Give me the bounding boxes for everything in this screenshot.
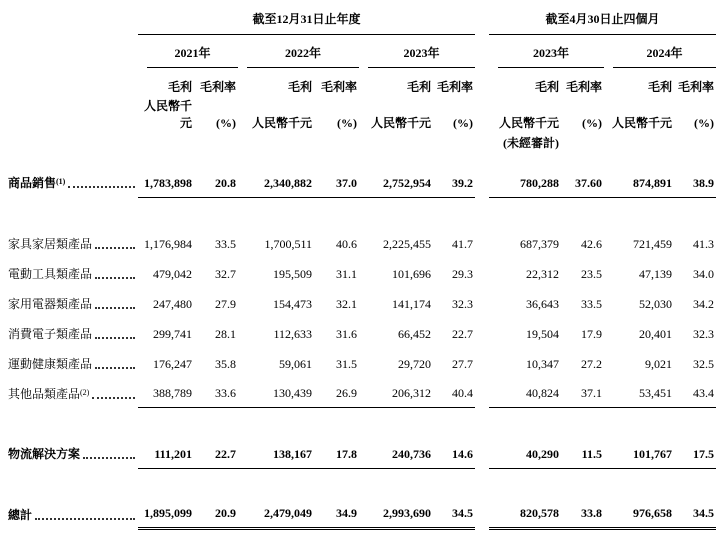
column-gap xyxy=(475,499,489,529)
empty-cell xyxy=(8,97,138,134)
value-cell: 41.3 xyxy=(693,236,715,251)
value-cell: 31.6 xyxy=(336,326,357,341)
unit-percent: (%) xyxy=(337,116,357,130)
value-cell: 31.1 xyxy=(336,266,357,281)
column-gap xyxy=(475,318,489,348)
value-cell: 17.9 xyxy=(581,326,603,341)
row-label-text: 家具家居類產品 xyxy=(8,236,93,251)
empty-cell xyxy=(8,134,138,167)
value-cell: 33.8 xyxy=(561,499,604,529)
value-cell: 59,061 xyxy=(279,356,312,371)
year-header-2023 xyxy=(359,35,475,69)
value-cell: 388,789 xyxy=(138,378,194,408)
spacer-row xyxy=(8,408,716,439)
spacer-cell xyxy=(8,197,716,228)
gross-profit-margin-table xyxy=(8,10,716,530)
value-cell: 2,993,690 xyxy=(359,499,433,529)
row-label xyxy=(8,438,138,468)
row-label xyxy=(8,348,138,378)
value-cell: 101,696 xyxy=(392,266,431,281)
value-cell: 43.4 xyxy=(674,378,716,408)
value-cell: 31.5 xyxy=(336,356,357,371)
value-cell: 28.1 xyxy=(215,326,236,341)
table-body xyxy=(8,167,716,529)
leader-dots xyxy=(95,366,135,369)
col-header-gross-profit: 毛利 xyxy=(406,80,431,94)
leader-dots xyxy=(95,336,135,339)
value-cell: 66,452 xyxy=(398,326,431,341)
leader-dots xyxy=(35,517,135,520)
table-row xyxy=(8,318,716,348)
value-cell: 40,290 xyxy=(489,438,561,468)
value-cell: 780,288 xyxy=(489,167,561,197)
value-cell: 32.5 xyxy=(693,356,715,371)
column-gap xyxy=(475,167,489,197)
value-cell: 33.5 xyxy=(215,236,236,251)
value-cell: 1,176,984 xyxy=(144,236,192,251)
value-cell: 20.9 xyxy=(194,499,238,529)
value-cell: 9,021 xyxy=(645,356,673,371)
leader-dots xyxy=(95,306,135,309)
period-header-fourmonth xyxy=(489,10,716,35)
row-label-wrap xyxy=(8,235,138,252)
row-label-wrap xyxy=(8,295,138,312)
value-cell: 22.7 xyxy=(452,326,474,341)
value-cell: 42.6 xyxy=(581,236,603,251)
unit-percent: (%) xyxy=(216,116,236,130)
value-cell: 17.8 xyxy=(314,438,359,468)
value-cell: 27.2 xyxy=(581,356,603,371)
value-cell: 26.9 xyxy=(314,378,359,408)
value-cell: 820,578 xyxy=(489,499,561,529)
value-cell: 37.0 xyxy=(314,167,359,197)
unit-percent: (%) xyxy=(694,116,715,130)
year-header-2023-label: 2023年 xyxy=(368,44,475,68)
value-cell: 101,767 xyxy=(604,438,674,468)
footnote-marker: (1) xyxy=(56,177,66,186)
table-row xyxy=(8,378,716,408)
value-cell: 34.9 xyxy=(314,499,359,529)
unit-header-row xyxy=(8,97,716,134)
row-label-text: 家用電器類產品 xyxy=(8,296,93,311)
value-cell: 47,139 xyxy=(639,266,673,281)
year-header-2021-label: 2021年 xyxy=(147,44,238,68)
col-header-gross-margin: 毛利率 xyxy=(199,80,236,94)
row-label-wrap xyxy=(8,385,138,402)
value-cell: 112,633 xyxy=(273,326,312,341)
table-row xyxy=(8,499,716,529)
value-cell: 27.9 xyxy=(215,296,236,311)
period-header-row xyxy=(8,10,716,35)
period-header-annual xyxy=(138,10,475,35)
value-cell: 40,824 xyxy=(489,378,561,408)
value-cell: 36,643 xyxy=(526,296,560,311)
row-label-wrap xyxy=(8,506,138,523)
empty-cell xyxy=(674,134,716,167)
value-cell: 38.9 xyxy=(674,167,716,197)
value-cell: 34.2 xyxy=(693,296,715,311)
unaudited-note: (未經審計) xyxy=(503,136,560,150)
value-cell: 35.8 xyxy=(215,356,236,371)
unit-rmb-thousand: 人民幣千元 xyxy=(143,99,192,130)
unit-rmb-thousand: 人民幣千元 xyxy=(370,116,431,130)
column-gap xyxy=(475,68,489,97)
row-label xyxy=(8,288,138,318)
value-cell: 10,347 xyxy=(526,356,560,371)
table-row xyxy=(8,348,716,378)
row-label-wrap xyxy=(8,174,138,191)
year-header-2023-fourmonth-label: 2023年 xyxy=(498,44,604,68)
value-cell: 687,379 xyxy=(520,236,560,251)
row-label xyxy=(8,499,138,529)
empty-cell xyxy=(8,68,138,97)
col-header-gross-profit: 毛利 xyxy=(287,80,312,94)
empty-cell xyxy=(561,134,604,167)
unit-percent: (%) xyxy=(453,116,474,130)
value-cell: 34.0 xyxy=(693,266,715,281)
value-cell: 1,783,898 xyxy=(138,167,194,197)
value-cell: 141,174 xyxy=(392,296,431,311)
column-gap xyxy=(475,348,489,378)
col-header-gross-profit: 毛利 xyxy=(167,80,192,94)
year-header-2024-label: 2024年 xyxy=(613,44,716,68)
spacer-cell xyxy=(8,468,716,499)
value-cell: 20,401 xyxy=(639,326,673,341)
value-cell: 40.4 xyxy=(433,378,475,408)
empty-cell xyxy=(604,134,674,167)
value-cell: 874,891 xyxy=(604,167,674,197)
value-cell: 34.5 xyxy=(433,499,475,529)
value-cell: 32.7 xyxy=(215,266,236,281)
value-cell: 20.8 xyxy=(194,167,238,197)
table-header xyxy=(8,10,716,167)
value-cell: 138,167 xyxy=(238,438,314,468)
value-cell: 130,439 xyxy=(238,378,314,408)
column-gap xyxy=(475,438,489,468)
row-label-wrap xyxy=(8,445,138,462)
value-cell: 1,700,511 xyxy=(264,236,312,251)
value-cell: 41.7 xyxy=(452,236,474,251)
leader-dots xyxy=(68,185,135,188)
spacer-row xyxy=(8,468,716,499)
row-label-text: 消費電子類產品 xyxy=(8,326,93,341)
value-cell: 33.5 xyxy=(581,296,603,311)
spacer-row xyxy=(8,197,716,228)
value-cell: 22.7 xyxy=(194,438,238,468)
value-cell: 37.1 xyxy=(561,378,604,408)
unit-rmb-thousand: 人民幣千元 xyxy=(612,116,673,130)
column-gap xyxy=(475,97,489,134)
value-cell: 17.5 xyxy=(674,438,716,468)
column-gap xyxy=(475,10,489,35)
unit-rmb-thousand: 人民幣千元 xyxy=(499,116,560,130)
year-header-2021 xyxy=(138,35,238,69)
row-label-text: 電動工具類產品 xyxy=(8,266,93,281)
row-label-text: 商品銷售 xyxy=(8,176,57,190)
value-cell: 1,895,099 xyxy=(138,499,194,529)
empty-cell xyxy=(8,35,138,69)
value-cell: 19,504 xyxy=(526,326,560,341)
value-cell: 32.1 xyxy=(336,296,357,311)
row-label xyxy=(8,378,138,408)
row-label xyxy=(8,318,138,348)
value-cell: 2,752,954 xyxy=(359,167,433,197)
value-cell: 53,451 xyxy=(604,378,674,408)
col-header-gross-profit: 毛利 xyxy=(648,80,673,94)
value-cell: 39.2 xyxy=(433,167,475,197)
column-gap xyxy=(475,228,489,258)
value-cell: 2,225,455 xyxy=(383,236,431,251)
footnote-marker: (2) xyxy=(80,387,90,397)
value-cell: 34.5 xyxy=(674,499,716,529)
col-header-gross-margin: 毛利率 xyxy=(678,80,715,94)
value-cell: 23.5 xyxy=(581,266,603,281)
spacer-cell xyxy=(8,408,716,439)
value-cell: 52,030 xyxy=(639,296,673,311)
leader-dots xyxy=(83,456,135,459)
column-gap xyxy=(475,35,489,69)
row-label xyxy=(8,228,138,258)
column-gap xyxy=(475,288,489,318)
year-header-2023-fourmonth xyxy=(489,35,604,69)
year-header-2022-label: 2022年 xyxy=(247,44,359,68)
value-cell: 29,720 xyxy=(398,356,431,371)
table-row xyxy=(8,438,716,468)
row-label-wrap xyxy=(8,265,138,282)
row-label-text: 其他品類產品 xyxy=(8,386,81,401)
column-gap xyxy=(475,378,489,408)
col-header-gross-margin: 毛利率 xyxy=(320,80,357,94)
row-label-text: 運動健康類產品 xyxy=(8,356,93,371)
year-header-2022 xyxy=(238,35,359,69)
value-cell: 29.3 xyxy=(452,266,474,281)
value-cell: 11.5 xyxy=(561,438,604,468)
value-cell: 154,473 xyxy=(273,296,312,311)
value-cell: 240,736 xyxy=(359,438,433,468)
value-cell: 176,247 xyxy=(153,356,192,371)
table-row xyxy=(8,288,716,318)
value-cell: 32.3 xyxy=(452,296,474,311)
measure-header-row xyxy=(8,68,716,97)
column-gap xyxy=(475,258,489,288)
unit-rmb-thousand: 人民幣千元 xyxy=(251,116,312,130)
value-cell: 2,479,049 xyxy=(238,499,314,529)
period-header-fourmonth-label: 截至4月30日止四個月 xyxy=(545,12,660,26)
leader-dots xyxy=(95,276,135,279)
row-label-text: 總計 xyxy=(8,507,33,522)
col-header-gross-margin: 毛利率 xyxy=(437,80,474,94)
period-header-annual-label: 截至12月31日止年度 xyxy=(252,12,361,26)
unit-percent: (%) xyxy=(582,116,603,130)
col-header-gross-profit: 毛利 xyxy=(535,80,560,94)
row-label-wrap xyxy=(8,325,138,342)
value-cell: 247,480 xyxy=(153,296,192,311)
table-row xyxy=(8,228,716,258)
empty-cell xyxy=(138,134,475,167)
value-cell: 40.6 xyxy=(336,236,357,251)
table-row xyxy=(8,258,716,288)
col-header-gross-margin: 毛利率 xyxy=(566,80,603,94)
value-cell: 32.3 xyxy=(693,326,715,341)
value-cell: 27.7 xyxy=(452,356,474,371)
row-label xyxy=(8,258,138,288)
empty-corner-cell xyxy=(8,10,138,35)
value-cell: 14.6 xyxy=(433,438,475,468)
value-cell: 33.6 xyxy=(194,378,238,408)
year-header-2024 xyxy=(604,35,716,69)
leader-dots xyxy=(92,396,135,399)
value-cell: 195,509 xyxy=(273,266,312,281)
unaudited-note-row xyxy=(8,134,716,167)
value-cell: 299,741 xyxy=(153,326,192,341)
value-cell: 479,042 xyxy=(153,266,192,281)
table-row xyxy=(8,167,716,197)
row-label-text: 物流解決方案 xyxy=(8,447,81,461)
column-gap xyxy=(475,134,489,167)
value-cell: 37.60 xyxy=(561,167,604,197)
value-cell: 2,340,882 xyxy=(238,167,314,197)
row-label-wrap xyxy=(8,355,138,372)
value-cell: 22,312 xyxy=(526,266,560,281)
leader-dots xyxy=(95,246,135,249)
value-cell: 976,658 xyxy=(604,499,674,529)
row-label xyxy=(8,167,138,197)
value-cell: 721,459 xyxy=(633,236,673,251)
year-header-row xyxy=(8,35,716,69)
value-cell: 206,312 xyxy=(359,378,433,408)
value-cell: 111,201 xyxy=(138,438,194,468)
